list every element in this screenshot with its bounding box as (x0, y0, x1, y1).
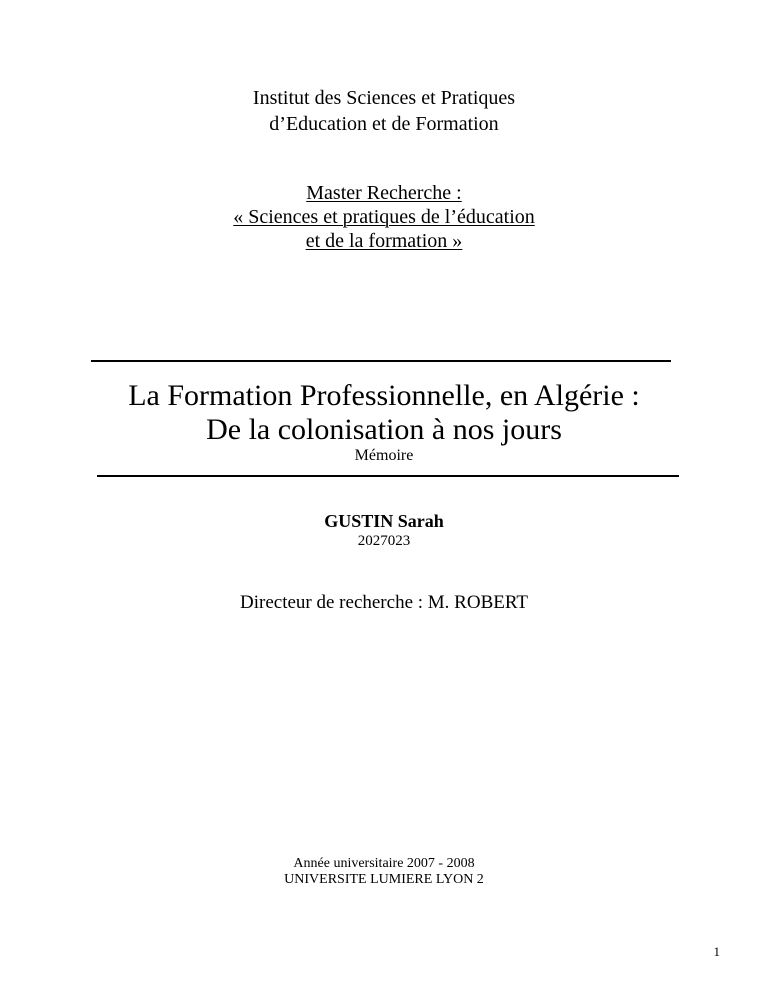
master-program (0, 181, 768, 253)
page-number: 1 (713, 944, 720, 959)
master-line-2: « Sciences et pratiques de l’éducation (233, 206, 535, 228)
thesis-subtitle: Mémoire (354, 447, 414, 464)
student-id: 2027023 (357, 533, 411, 549)
institute-name (0, 85, 768, 137)
thesis-title-line-2: De la colonisation à nos jours (206, 413, 562, 446)
academic-year: Année universitaire 2007 - 2008 (293, 856, 475, 871)
author-name: GUSTIN Sarah (324, 511, 444, 531)
institute-line-2: d’Education et de Formation (269, 113, 499, 135)
thesis-title-line-1: La Formation Professionnelle, en Algérie : (128, 379, 640, 412)
master-line-3: et de la formation » (305, 230, 463, 252)
research-director: Directeur de recherche : M. ROBERT (240, 592, 528, 613)
title-top-divider (91, 360, 671, 362)
master-line-1: Master Recherche : (306, 182, 462, 204)
institute-line-1: Institut des Sciences et Pratiques (252, 87, 516, 109)
title-bottom-divider (97, 475, 679, 477)
university-name: UNIVERSITE LUMIERE LYON 2 (284, 872, 484, 887)
thesis-title (0, 379, 768, 447)
